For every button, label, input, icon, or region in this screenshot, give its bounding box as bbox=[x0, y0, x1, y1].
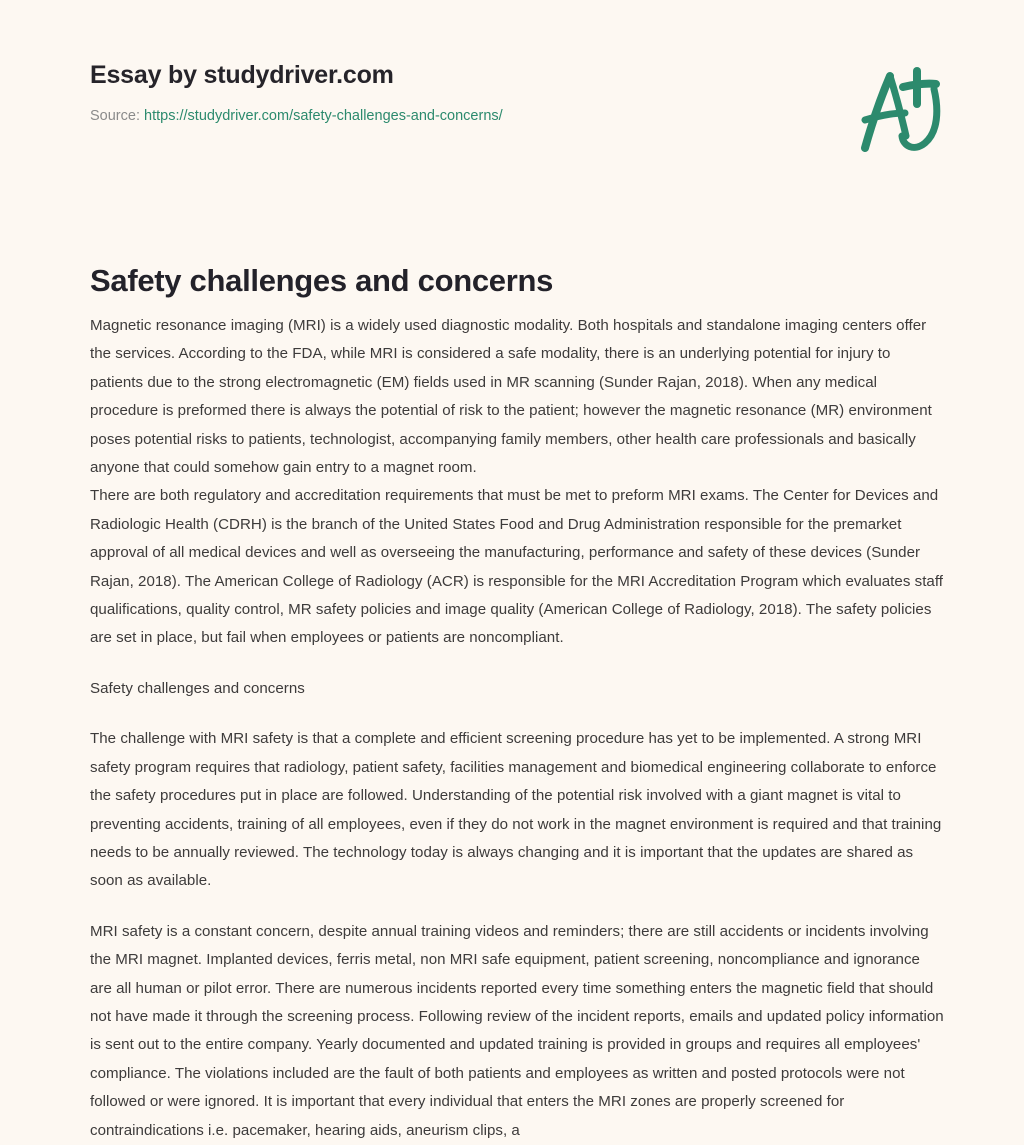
a-plus-logo-svg bbox=[846, 58, 956, 168]
paragraph-3: The challenge with MRI safety is that a complete and efficient screening procedure has yet to be implemented. A strong MRI safety program requires that radiology, patient safety, facilities management and biomedical engineering collaborate to enforce the safety procedures put in place are followed. Understanding of the potential risk involved with a giant magnet is vital to preventing accidents, training of all employees, even if they do not work in the magnet environment is required and that training needs to be annually reviewed. The technology today is always changing and it is important that the updates are shared as soon as available. bbox=[90, 730, 942, 890]
page-header bbox=[90, 62, 944, 182]
a-plus-logo-icon bbox=[846, 58, 956, 168]
source-label: Source: bbox=[90, 107, 140, 124]
paragraph-4: MRI safety is a constant concern, despite annual training videos and reminders; there are still accidents or incidents involving the MRI magnet. Implanted devices, ferris metal, non MRI safe equipment, patient screening, noncompliance and ignorance are all human or pilot error. There are numerous incidents reported every time something enters the magnetic field that should not have made it through the screening process. Following review of the incident reports, emails and updated policy information is sent out to the entire company. Yearly documented and updated training is provided in groups and requires all employees' compliance. The violations included are the fault of both patients and employees as written and posted protocols were not followed or were ignored. It is important that every individual that enters the MRI zones are properly screened for contraindications i.e. pacemaker, hearing aids, aneurism clips, a bbox=[90, 922, 944, 1139]
essay-body bbox=[90, 312, 944, 1145]
paragraph-2: There are both regulatory and accreditation requirements that must be met to preform MRI exams. The Center for Devices and Radiologic Health (CDRH) is the branch of the United States Food and Drug Administration responsible for the premarket approval of all medical devices and well as overseeing the manufacturing, performance and safety of these devices (Sunder Rajan, 2018). The American College of Radiology (ACR) is responsible for the MRI Accreditation Program which evaluates staff qualifications, quality control, MR safety policies and image quality (American College of Radiology, 2018). The safety policies are set in place, but fail when employees or patients are noncompliant. bbox=[90, 487, 944, 647]
brand-title: Essay by studydriver.com bbox=[90, 61, 394, 89]
source-url-link[interactable]: https://studydriver.com/safety-challenges-and-concerns/ bbox=[144, 107, 503, 124]
paragraph-1: Magnetic resonance imaging (MRI) is a widely used diagnostic modality. Both hospitals and standalone imaging centers offer the services. According to the FDA, while MRI is considered a safe modality, there is an underlying potential for injury to patients due to the strong electromagnetic (EM) fields used in MR scanning (Sunder Rajan, 2018). When any medical procedure is preformed there is always the potential of risk to the patient; however the magnetic resonance (MR) environment poses potential risks to patients, technologist, accompanying family members, other health care professionals and basically anyone that could somehow gain entry to a magnet room. bbox=[90, 317, 932, 477]
page-title: Safety challenges and concerns bbox=[90, 262, 554, 298]
section-heading-safety-challenges: Safety challenges and concerns bbox=[90, 679, 305, 697]
source-line bbox=[90, 107, 944, 126]
